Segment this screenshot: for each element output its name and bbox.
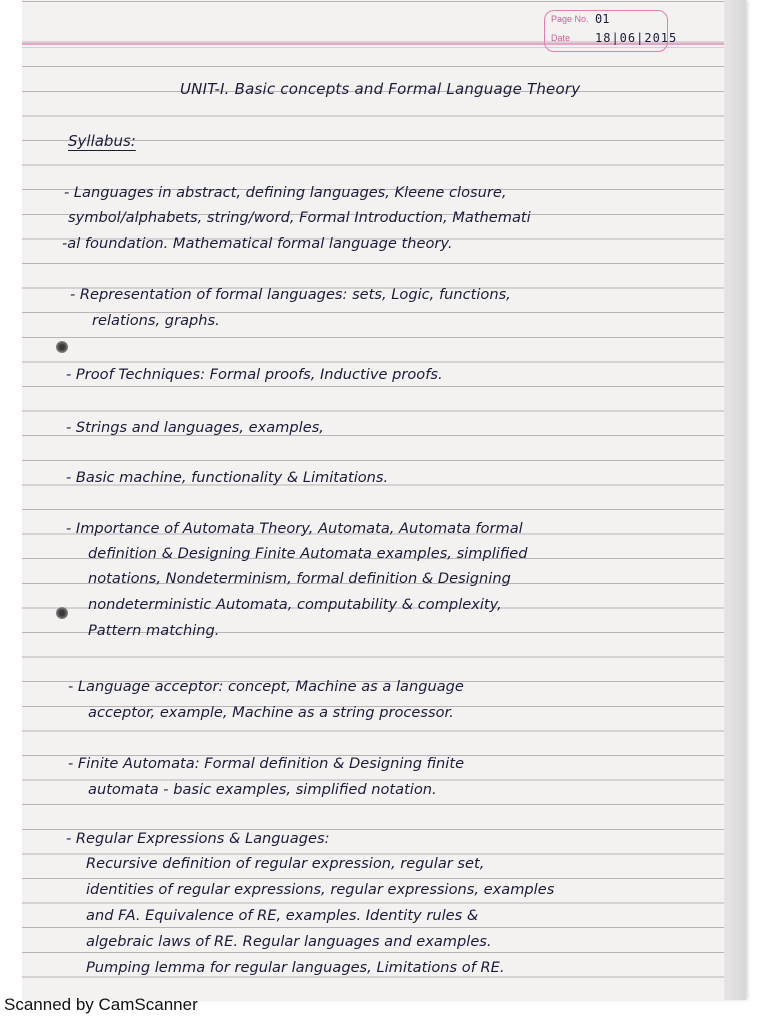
page-no-value: 01 — [595, 12, 610, 26]
syllabus-line: - Representation of formal languages: sets, Logic, functions, — [70, 286, 511, 303]
scanner-watermark: Scanned by CamScanner — [4, 995, 198, 1014]
syllabus-line: - Finite Automata: Formal definition & Designing finite — [68, 755, 465, 772]
binder-hole-icon — [56, 341, 68, 353]
syllabus-line: and FA. Equivalence of RE, examples. Identity rules & — [86, 907, 479, 924]
page-edge-shadow — [724, 0, 746, 1000]
page-number-box — [544, 10, 678, 52]
syllabus-line: symbol/alphabets, string/word, Formal Introduction, Mathemati — [68, 209, 531, 226]
syllabus-line: nondeterministic Automata, computability & complexity, — [88, 596, 502, 613]
syllabus-line: acceptor, example, Machine as a string processor. — [88, 704, 454, 721]
syllabus-line: - Regular Expressions & Languages: — [66, 830, 330, 847]
syllabus-line: -al foundation. Mathematical formal language theory. — [62, 235, 453, 252]
syllabus-line: identities of regular expressions, regular expressions, examples — [86, 881, 555, 898]
syllabus-line: Recursive definition of regular expression, regular set, — [86, 855, 485, 872]
syllabus-line: - Languages in abstract, defining languages, Kleene closure, — [64, 184, 507, 201]
syllabus-line: Pattern matching. — [88, 622, 220, 639]
syllabus-line: automata - basic examples, simplified notation. — [88, 781, 437, 798]
syllabus-line: - Importance of Automata Theory, Automata, Automata formal — [66, 520, 523, 537]
syllabus-line: - Proof Techniques: Formal proofs, Inductive proofs. — [66, 366, 443, 383]
notebook-page — [22, 0, 746, 1000]
date-value: 18|06|2015 — [595, 31, 678, 45]
page-no-label: Page No. — [551, 14, 589, 24]
syllabus-line: - Strings and languages, examples, — [66, 419, 324, 436]
page-title: UNIT-I. Basic concepts and Formal Language Theory — [180, 80, 581, 98]
syllabus-line: definition & Designing Finite Automata examples, simplified — [88, 545, 528, 562]
syllabus-line: notations, Nondeterminism, formal definition & Designing — [88, 570, 511, 587]
syllabus-line: - Language acceptor: concept, Machine as a language — [68, 678, 464, 695]
syllabus-line: relations, graphs. — [92, 312, 220, 329]
binder-hole-icon — [56, 607, 68, 619]
date-label: Date — [551, 33, 571, 43]
syllabus-line: - Basic machine, functionality & Limitations. — [66, 469, 389, 486]
syllabus-heading: Syllabus: — [68, 132, 136, 150]
syllabus-line: Pumping lemma for regular languages, Limitations of RE. — [86, 959, 505, 976]
syllabus-line: algebraic laws of RE. Regular languages and examples. — [86, 933, 492, 950]
